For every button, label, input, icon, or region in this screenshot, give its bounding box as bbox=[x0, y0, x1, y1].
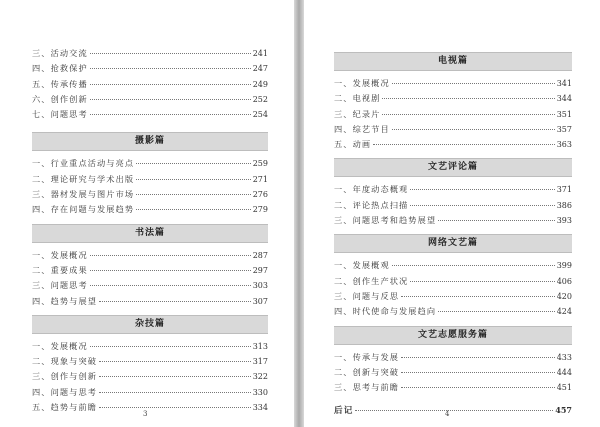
entry-label: 四、综艺节目 bbox=[334, 123, 390, 134]
dot-leader bbox=[438, 311, 555, 312]
dot-leader bbox=[99, 392, 251, 393]
left-toc bbox=[32, 46, 268, 415]
toc-entry bbox=[32, 339, 268, 354]
toc-entry bbox=[334, 350, 572, 365]
dot-leader bbox=[410, 281, 554, 282]
dot-leader bbox=[136, 179, 251, 180]
toc-entry bbox=[334, 304, 572, 319]
toc-entry bbox=[334, 76, 572, 91]
toc-entry bbox=[32, 354, 268, 369]
entry-page: 276 bbox=[252, 190, 268, 200]
section-header-arts-volunteer-service: 文艺志愿服务篇 bbox=[334, 326, 572, 345]
left-page bbox=[0, 0, 294, 427]
dot-leader bbox=[382, 98, 554, 99]
dot-leader bbox=[410, 205, 554, 206]
entry-label: 三、问题与反思 bbox=[334, 290, 400, 301]
dot-leader bbox=[392, 265, 555, 266]
toc-entry bbox=[32, 172, 268, 187]
dot-leader bbox=[401, 357, 555, 358]
dot-leader bbox=[392, 83, 555, 84]
entry-label: 三、器材发展与图片市场 bbox=[32, 189, 135, 200]
entry-label: 二、现象与突破 bbox=[32, 356, 98, 367]
toc-entry bbox=[32, 248, 268, 263]
dot-leader bbox=[392, 129, 555, 130]
dot-leader bbox=[90, 99, 251, 100]
entry-page: 444 bbox=[556, 367, 572, 377]
entry-page: 303 bbox=[252, 281, 268, 291]
entry-label: 三、创作与创新 bbox=[32, 371, 98, 382]
entry-page: 287 bbox=[252, 250, 268, 260]
entry-label: 六、创作创新 bbox=[32, 93, 88, 104]
entry-label: 一、行业重点活动与亮点 bbox=[32, 158, 135, 169]
toc-entry bbox=[334, 365, 572, 380]
entry-page: 241 bbox=[252, 49, 268, 58]
entry-label: 四、趋势与展望 bbox=[32, 295, 98, 306]
dot-leader bbox=[410, 189, 554, 190]
dot-leader bbox=[90, 346, 251, 347]
entry-label: 三、活动交流 bbox=[32, 48, 88, 58]
entry-page: 341 bbox=[556, 79, 572, 88]
entry-page: 259 bbox=[252, 159, 268, 169]
entry-label: 一、发展概况 bbox=[334, 78, 390, 88]
entry-page: 451 bbox=[556, 383, 572, 393]
dot-leader bbox=[90, 68, 251, 69]
dot-leader bbox=[401, 387, 555, 388]
dot-leader bbox=[90, 270, 251, 271]
toc-entry-afterword bbox=[334, 403, 572, 418]
toc-entry bbox=[32, 263, 268, 278]
entry-page: 371 bbox=[556, 185, 572, 195]
toc-entry bbox=[32, 107, 268, 122]
entry-label: 三、问题思考 bbox=[32, 280, 88, 291]
toc-entry bbox=[334, 213, 572, 228]
right-toc bbox=[334, 52, 572, 419]
dot-leader bbox=[99, 361, 251, 362]
entry-label: 三、思考与前瞻 bbox=[334, 382, 400, 393]
section-header-acrobatics: 杂技篇 bbox=[32, 315, 268, 334]
entry-page: 393 bbox=[556, 216, 572, 226]
dot-leader bbox=[136, 209, 251, 210]
dot-leader bbox=[136, 163, 251, 164]
entry-page: 322 bbox=[252, 372, 268, 382]
toc-entry bbox=[334, 274, 572, 289]
toc-entry bbox=[334, 182, 572, 197]
entry-page: 307 bbox=[252, 296, 268, 306]
section-header-photography: 摄影篇 bbox=[32, 132, 268, 151]
entry-label: 一、传承与发展 bbox=[334, 351, 400, 362]
page-number: 4 bbox=[445, 410, 450, 418]
entry-label: 一、年度动态概观 bbox=[334, 184, 409, 195]
dot-leader bbox=[355, 410, 553, 411]
toc-entry bbox=[32, 294, 268, 309]
toc-entry bbox=[32, 92, 268, 107]
dot-leader bbox=[99, 407, 251, 408]
entry-label: 四、存在问题与发展趋势 bbox=[32, 204, 135, 215]
toc-entry bbox=[32, 46, 268, 61]
entry-label: 三、问题思考和趋势展望 bbox=[334, 215, 437, 226]
entry-page: 433 bbox=[556, 352, 572, 362]
toc-entry bbox=[32, 156, 268, 171]
toc-entry bbox=[334, 122, 572, 137]
dot-leader bbox=[382, 114, 554, 115]
entry-page: 357 bbox=[556, 124, 572, 134]
entry-page: 252 bbox=[252, 94, 268, 104]
entry-label: 一、发展概况 bbox=[32, 249, 88, 260]
section-header-television: 电视篇 bbox=[334, 52, 572, 71]
entry-page: 254 bbox=[252, 110, 268, 120]
entry-page: 330 bbox=[252, 387, 268, 397]
toc-entry bbox=[334, 289, 572, 304]
entry-page: 399 bbox=[556, 261, 572, 271]
entry-page: 420 bbox=[556, 291, 572, 301]
toc-entry bbox=[334, 198, 572, 213]
entry-label: 三、纪录片 bbox=[334, 108, 381, 119]
toc-entry bbox=[32, 202, 268, 217]
entry-page: 279 bbox=[252, 205, 268, 215]
dot-leader bbox=[99, 301, 251, 302]
entry-page: 344 bbox=[556, 94, 572, 104]
entry-label: 五、趋势与前瞻 bbox=[32, 402, 98, 413]
page-number: 3 bbox=[143, 410, 148, 418]
entry-label: 五、动画 bbox=[334, 139, 372, 150]
entry-label: 二、重要成果 bbox=[32, 264, 88, 275]
toc-entry bbox=[334, 258, 572, 273]
toc-entry bbox=[32, 278, 268, 293]
toc-entry bbox=[32, 369, 268, 384]
entry-page: 457 bbox=[555, 405, 572, 416]
entry-page: 334 bbox=[252, 403, 268, 413]
toc-entry bbox=[32, 187, 268, 202]
dot-leader bbox=[99, 376, 251, 377]
entry-page: 351 bbox=[556, 109, 572, 119]
entry-page: 406 bbox=[556, 276, 572, 286]
section-header-calligraphy: 书法篇 bbox=[32, 224, 268, 243]
dot-leader bbox=[438, 220, 555, 221]
entry-label: 四、问题与思考 bbox=[32, 386, 98, 397]
entry-label: 二、创作生产状况 bbox=[334, 275, 409, 286]
book-spine bbox=[294, 0, 304, 427]
toc-entry bbox=[334, 380, 572, 395]
right-page bbox=[304, 0, 600, 427]
toc-entry bbox=[334, 137, 572, 152]
entry-page: 247 bbox=[252, 64, 268, 74]
entry-page: 424 bbox=[556, 307, 572, 317]
dot-leader bbox=[401, 372, 555, 373]
toc-entry bbox=[32, 77, 268, 92]
entry-page: 297 bbox=[252, 265, 268, 275]
entry-page: 271 bbox=[252, 174, 268, 184]
toc-entry bbox=[32, 400, 268, 415]
entry-label: 一、发展概观 bbox=[334, 260, 390, 271]
section-header-internet-arts: 网络文艺篇 bbox=[334, 234, 572, 253]
entry-label: 四、抢救保护 bbox=[32, 63, 88, 74]
section-header-art-criticism: 文艺评论篇 bbox=[334, 158, 572, 177]
entry-page: 386 bbox=[556, 200, 572, 210]
entry-label: 二、电视剧 bbox=[334, 93, 381, 104]
entry-label: 四、时代使命与发展趋向 bbox=[334, 306, 437, 317]
dot-leader bbox=[373, 144, 555, 145]
toc-entry bbox=[334, 91, 572, 106]
dot-leader bbox=[136, 194, 251, 195]
toc-entry bbox=[334, 107, 572, 122]
dot-leader bbox=[401, 296, 555, 297]
entry-label: 一、发展概况 bbox=[32, 340, 88, 351]
entry-label: 五、传承传播 bbox=[32, 78, 88, 89]
toc-entry bbox=[32, 61, 268, 76]
entry-label: 二、创新与突破 bbox=[334, 366, 400, 377]
entry-page: 363 bbox=[556, 140, 572, 150]
entry-label: 后记 bbox=[334, 406, 354, 417]
toc-entry bbox=[32, 385, 268, 400]
entry-label: 二、理论研究与学术出版 bbox=[32, 173, 135, 184]
entry-page: 249 bbox=[252, 79, 268, 89]
dot-leader bbox=[90, 255, 251, 256]
entry-page: 313 bbox=[252, 341, 268, 351]
entry-label: 二、评论热点扫描 bbox=[334, 199, 409, 210]
dot-leader bbox=[90, 114, 251, 115]
dot-leader bbox=[90, 84, 251, 85]
entry-label: 七、问题思考 bbox=[32, 109, 88, 120]
dot-leader bbox=[90, 53, 251, 54]
entry-page: 317 bbox=[252, 357, 268, 367]
dot-leader bbox=[90, 285, 251, 286]
